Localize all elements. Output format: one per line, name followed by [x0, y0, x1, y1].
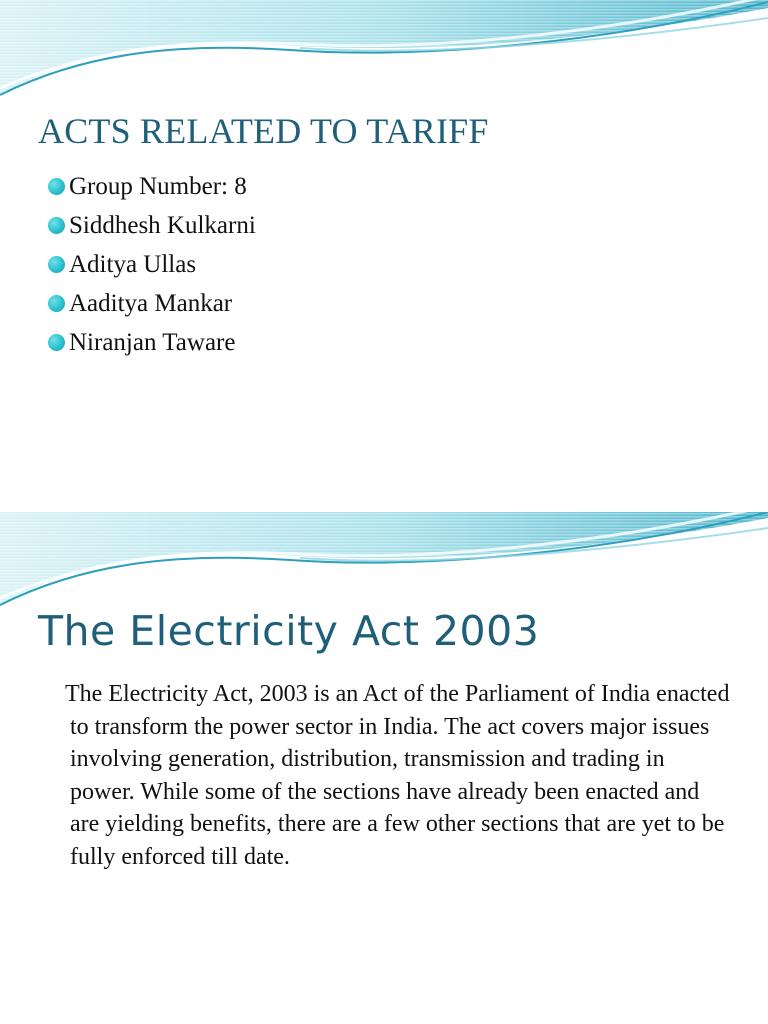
bullet-dot-icon	[48, 334, 65, 351]
list-item-text: Group Number: 8	[69, 172, 247, 200]
body-paragraph: The Electricity Act, 2003 is an Act of the Parliament of India enacted to transform the power sector in India. The act covers major issues involving generation, distribution, transmission and trading in power. While some of the sections have already been enacted and are yielding benefits, there are a few other sections that are yet to be fully enforced till date.	[65, 681, 730, 870]
list-item	[48, 245, 256, 284]
list-item	[48, 284, 256, 323]
wave-decoration	[0, 0, 768, 100]
bullet-dot-icon	[48, 217, 65, 234]
list-item-text: Siddhesh Kulkarni	[69, 211, 256, 239]
wave-decoration	[0, 512, 768, 610]
bullet-dot-icon	[48, 295, 65, 312]
slide-2-title: The Electricity Act 2003	[38, 607, 540, 655]
member-list	[48, 167, 256, 362]
slide-2	[0, 512, 768, 961]
slide-1-title: ACTS RELATED TO TARIFF	[38, 111, 489, 151]
list-item-text: Niranjan Taware	[69, 328, 236, 356]
list-item-text: Aditya Ullas	[69, 250, 197, 278]
list-item	[48, 323, 256, 362]
list-item-text: Aaditya Mankar	[69, 289, 233, 317]
bullet-dot-icon	[48, 256, 65, 273]
list-item	[48, 167, 256, 206]
bullet-dot-icon	[48, 178, 65, 195]
list-item	[48, 206, 256, 245]
